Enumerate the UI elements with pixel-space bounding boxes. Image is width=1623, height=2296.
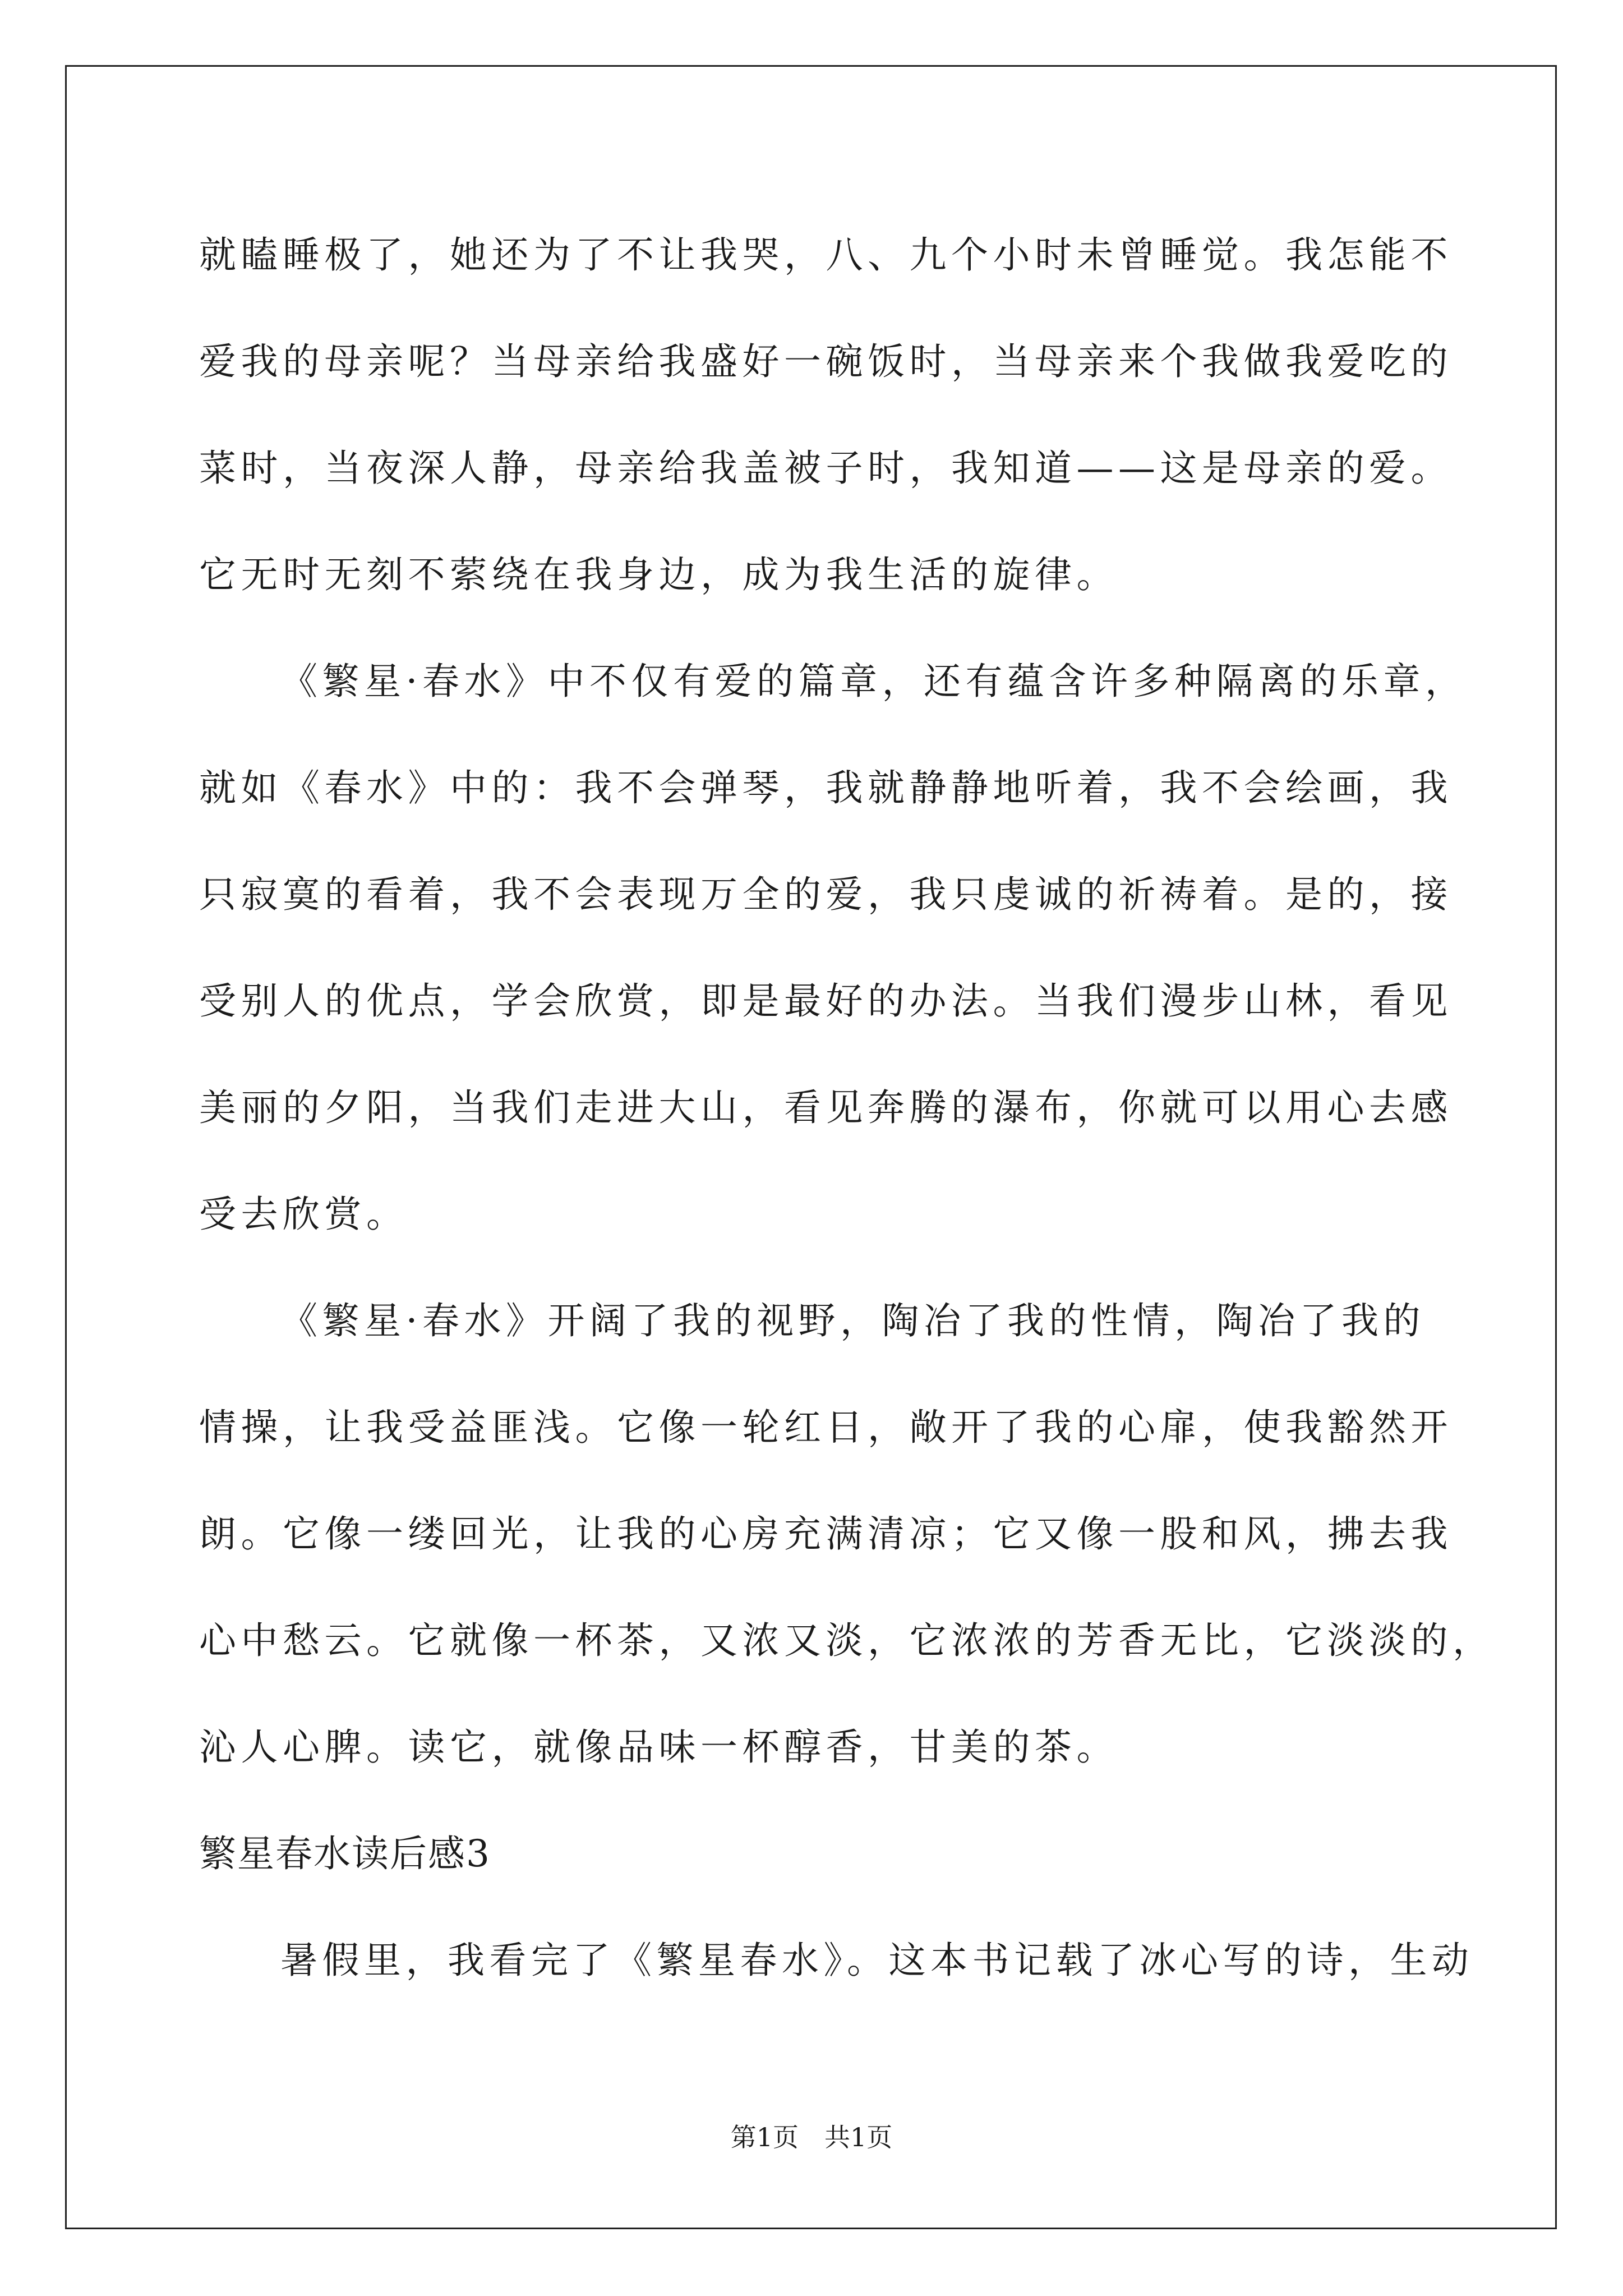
text-line: 受别人的优点，学会欣赏，即是最好的办法。当我们漫步山林，看见 bbox=[199, 979, 1453, 1023]
section-heading: 繁星春水读后感3 bbox=[199, 1832, 491, 1875]
text-line: 美丽的夕阳，当我们走进大山，看见奔腾的瀑布，你就可以用心去感 bbox=[199, 1086, 1453, 1129]
text-line: 菜时，当夜深人静，母亲给我盖被子时，我知道——这是母亲的爱。 bbox=[199, 447, 1453, 490]
text-line: 只寂寞的看着，我不会表现万全的爱，我只虔诚的祈祷着。是的，接 bbox=[199, 873, 1453, 916]
paragraph-start-line: 暑假里，我看完了《繁星春水》。这本书记载了冰心写的诗，生动 bbox=[280, 1939, 1474, 1982]
text-line: 它无时无刻不萦绕在我身边，成为我生活的旋律。 bbox=[199, 553, 1118, 596]
text-line: 受去欣赏。 bbox=[199, 1193, 408, 1236]
paragraph-start-line: 《繁星·春水》中不仅有爱的篇章，还有蕴含许多种隔离的乐章， bbox=[280, 660, 1467, 703]
paragraph-start-line: 《繁星·春水》开阔了我的视野，陶冶了我的性情，陶冶了我的 bbox=[280, 1299, 1425, 1342]
text-line: 情操，让我受益匪浅。它像一轮红日，敞开了我的心扉，使我豁然开 bbox=[199, 1406, 1453, 1449]
text-line: 朗。它像一缕回光，让我的心房充满清凉；它又像一股和风，拂去我 bbox=[199, 1512, 1453, 1556]
text-line: 爱我的母亲呢？当母亲给我盛好一碗饭时，当母亲来个我做我爱吃的 bbox=[199, 340, 1453, 383]
document-body bbox=[199, 202, 1495, 2014]
text-line: 心中愁云。它就像一杯茶，又浓又淡，它浓浓的芳香无比，它淡淡的， bbox=[199, 1619, 1495, 1662]
text-line: 沁人心脾。读它，就像品味一杯醇香，甘美的茶。 bbox=[199, 1726, 1118, 1769]
text-line: 就瞌睡极了，她还为了不让我哭，八、九个小时未曾睡觉。我怎能不 bbox=[199, 233, 1453, 277]
page-footer: 第1页 共1页 bbox=[730, 2122, 893, 2152]
text-line: 就如《春水》中的：我不会弹琴，我就静静地听着，我不会绘画，我 bbox=[199, 766, 1453, 809]
